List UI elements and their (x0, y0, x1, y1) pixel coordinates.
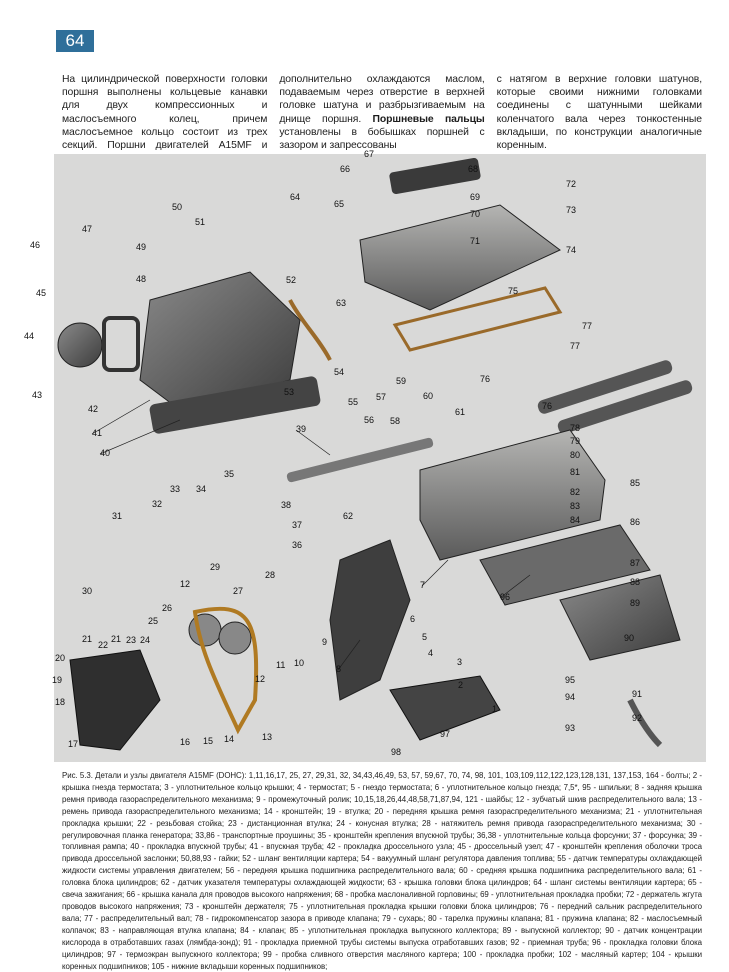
part-callout-19: 19 (52, 675, 63, 685)
part-callout-84: 84 (570, 515, 581, 525)
part-callout-62: 62 (343, 511, 354, 521)
part-callout-90: 90 (624, 633, 635, 643)
part-callout-86: 86 (630, 517, 641, 527)
part-callout-24: 24 (140, 635, 151, 645)
throttle-gasket (104, 318, 138, 370)
part-callout-96: 96 (500, 592, 511, 602)
wire-cover (389, 157, 481, 194)
part-callout-44: 44 (24, 331, 35, 341)
part-callout-94: 94 (565, 692, 576, 702)
part-callout-9: 9 (322, 637, 328, 647)
part-callout-38: 38 (281, 500, 292, 510)
part-callout-32: 32 (152, 499, 163, 509)
part-callout-74: 74 (566, 245, 577, 255)
part-callout-88: 88 (630, 577, 641, 587)
text-column-3: с натягом в верхние головки шатунов, которые своими нижними головками соединены с шатунными шейками коленчатого вала через тонкостенные вкладыши, по конструкции аналогичные коренным. (496, 74, 702, 152)
part-callout-6: 6 (410, 614, 416, 624)
text-column-2 (279, 73, 484, 153)
part-callout-11: 11 (276, 660, 286, 670)
camshaft-pulley-2 (219, 622, 251, 654)
part-callout-26: 26 (162, 603, 173, 613)
part-callout-77: 77 (582, 321, 593, 331)
part-callout-51: 51 (195, 217, 206, 227)
part-callout-83: 83 (570, 501, 581, 511)
part-callout-63: 63 (336, 298, 347, 308)
part-callout-87: 87 (630, 558, 641, 568)
part-callout-41: 41 (92, 428, 103, 438)
text-column-1: На цилиндрической поверхности головки поршня выполнены кольцевые канавки для двух компрессионных и маслосъемного колец, причем маслосъемное кольцо состоит из трех секций. Поршни двигателей A15MF и (62, 74, 268, 152)
page-number: 64 (56, 30, 94, 52)
part-callout-76: 76 (480, 374, 491, 384)
figure-caption: Рис. 5.3. Детали и узлы двигателя A15MF (DOHC): 1,11,16,17, 25, 27, 29,31, 32, 34,43,46,49, 53, 57, 59,67, 70, 74, 98, 101, 103,109,112,122,123,128,131, 137,153, 164 - болты; 2 - крышка гнезда термостата; 3 - уплотнительное кольцо крышки; 4 - термостат; 5 - гнездо термостата; 6 - уплотнительное кольцо гнезда; 7,5*, 95 - шпильки; 8 - задняя крышка ремня привода газораспределительного механизма; 9 - промежуточный ролик; 10,15,18,26,44,48,58,71,87,94, 121 - шайбы; 12 - зубчатый шкив распределительного вала; 13 - ремень привода газораспределительного механизма; 14 - кронштейн; 19 - втулка; 20 - передняя крышка ремня газораспределительного механизма; 21 - уплотнительная прокладка крышки; 22 - резьбовая стойка; 23 - дистанционная втулка; 24 - конусная втулка; 28 - натяжитель ремня привода газораспределительного механизма; 30 - регулировочная планка генератора; 33,86 - транспортные проушины; 35 - кронштейн крепления впускной трубы; 36,38 - уплотнительные кольца форсунки; 37 - форсунка; 39 - топливная рампа; 40 - прокладка впускной трубы; 41 - впускная труба; 42 - прокладка дроссельного узла; 45 - дроссельный узел; 47 - кронштейн крепления оболочки троса привода дроссельной заслонки; 50,88,93 - гайки; 52 - шланг вентиляции картера; 54 - вакуумный шланг регулятора давления топлива; 55 - датчик температуры охлаждающей жидкости системы управления двигателем; 56 - передняя крышка подшипника распределительного вала; 60 - средняя крышка подшипника распределительного вала; 61 - головка блока цилиндров; 62 - датчик указателя температуры охлаждающей жидкости; 63 - крышка головки блока цилиндров; 64 - шланг системы вентиляции картера; 65 - свеча зажигания; 66 - крышка канала для проводов высокого напряжения; 68 - пробка маслоналивной горловины; 69 - уплотнительная прокладка пробки; 72 - держатель жгута проводов высокого напряжения; 73 - кронштейн держателя; 75 - уплотнительная прокладка крышки головки блока цилиндров; 76 - передний сальник распределительного вала; 77 - распределительный вал; 78 - гидрокомпенсатор зазора в приводе клапана; 79 - сухарь; 80 - тарелка пружины клапана; 81 - пружина клапана; 82 - маслосъемный колпачок; 83 - направляющая втулка клапана; 84 - клапан; 85 - уплотнительная прокладка выпускного коллектора; 89 - выпускной коллектор; 90 - датчик концентрации кислорода в отработавших газах (лямбда-зонд); 91 - прокладка приемной трубы системы выпуска отработавших газов; 92 - приемная труба; 96 - прокладка головки блока цилиндров; 97 - термоэкран выпускного коллектора; 99 - пробка сливного отверстия масляного картера; 100 - прокладка пробки; 102 - масляный картер; 104 - крышки коренных подшипников; 105 - нижние вкладыши коренных подшипников; (62, 771, 702, 971)
part-callout-72: 72 (566, 179, 577, 189)
part-callout-25: 25 (148, 616, 159, 626)
part-callout-3: 3 (457, 657, 463, 667)
part-callout-76: 76 (542, 401, 553, 411)
part-callout-91: 91 (632, 689, 643, 699)
part-callout-16: 16 (180, 737, 191, 747)
parts-layer (58, 157, 694, 750)
part-callout-54: 54 (334, 367, 345, 377)
part-callout-79: 79 (570, 436, 581, 446)
part-callout-33: 33 (170, 484, 181, 494)
part-callout-34: 34 (196, 484, 207, 494)
part-callout-27: 27 (233, 586, 244, 596)
part-callout-17: 17 (68, 739, 79, 749)
part-callout-42: 42 (88, 404, 99, 414)
part-callout-13: 13 (262, 732, 273, 742)
part-callout-66: 66 (340, 164, 351, 174)
part-callout-7: 7 (420, 580, 426, 590)
front-timing-cover (70, 650, 160, 750)
part-callout-78: 78 (570, 423, 581, 433)
part-callout-8: 8 (336, 664, 342, 674)
part-callout-47: 47 (82, 224, 93, 234)
part-callout-93: 93 (565, 723, 576, 733)
part-callout-85: 85 (630, 478, 641, 488)
part-callout-31: 31 (112, 511, 123, 521)
part-callout-36: 36 (292, 540, 303, 550)
part-callout-1: 1 (492, 704, 498, 714)
part-callout-60: 60 (423, 391, 434, 401)
text-column-2-body: дополнительно охлаждаются маслом, подаваемым через отверстие в верхней головке шатуна и разбрызгиваемым на днище поршня. (279, 74, 485, 125)
part-callout-28: 28 (265, 570, 276, 580)
part-callout-20: 20 (55, 653, 66, 663)
part-callout-69: 69 (470, 192, 481, 202)
part-callout-2: 2 (458, 680, 464, 690)
part-callout-48: 48 (136, 274, 147, 284)
part-callout-57: 57 (376, 392, 387, 402)
part-callout-98: 98 (391, 747, 402, 757)
part-callout-92: 92 (632, 713, 643, 723)
part-callout-46: 46 (30, 240, 41, 250)
part-callout-12: 12 (180, 579, 191, 589)
camshaft-pulley-1 (189, 614, 221, 646)
body-text (62, 73, 702, 153)
part-callout-14: 14 (224, 734, 235, 744)
part-callout-59: 59 (396, 376, 407, 386)
part-callout-39: 39 (296, 424, 307, 434)
text-column-2-lead: Поршневые пальцы (372, 113, 485, 125)
part-callout-81: 81 (570, 467, 581, 477)
part-callout-22: 22 (98, 640, 109, 650)
part-callout-21: 21 (82, 634, 93, 644)
part-callout-18: 18 (55, 697, 66, 707)
part-callout-61: 61 (455, 407, 466, 417)
part-callout-55: 55 (348, 397, 359, 407)
part-callout-35: 35 (224, 469, 235, 479)
fuel-rail (286, 437, 434, 483)
part-callout-21: 21 (111, 634, 122, 644)
part-callout-68: 68 (468, 164, 479, 174)
part-callout-70: 70 (470, 209, 481, 219)
part-callout-5: 5 (422, 632, 428, 642)
rear-timing-cover (330, 540, 410, 700)
diagram-canvas (24, 149, 706, 762)
part-callout-30: 30 (82, 586, 93, 596)
part-callout-65: 65 (334, 199, 345, 209)
part-callout-73: 73 (566, 205, 577, 215)
part-callout-37: 37 (292, 520, 303, 530)
part-callout-75: 75 (508, 286, 519, 296)
engine-exploded-diagram (24, 149, 706, 762)
part-callout-15: 15 (203, 736, 214, 746)
part-callout-45: 45 (36, 288, 47, 298)
part-callout-89: 89 (630, 598, 641, 608)
part-callout-43: 43 (32, 390, 43, 400)
part-callout-71: 71 (470, 236, 481, 246)
part-callout-58: 58 (390, 416, 401, 426)
part-callout-4: 4 (428, 648, 434, 658)
throttle-body (58, 323, 102, 367)
part-callout-97: 97 (440, 729, 451, 739)
part-callout-10: 10 (294, 658, 305, 668)
part-callout-29: 29 (210, 562, 221, 572)
part-callout-12: 12 (255, 674, 266, 684)
text-column-2-rest: установлены в бобышках поршней с зазором и запрессованы (279, 126, 485, 152)
valve-cover (360, 205, 560, 310)
part-callout-56: 56 (364, 415, 375, 425)
part-callout-23: 23 (126, 635, 137, 645)
part-callout-64: 64 (290, 192, 301, 202)
part-callout-53: 53 (284, 387, 295, 397)
part-callout-67: 67 (364, 149, 375, 159)
part-callout-49: 49 (136, 242, 147, 252)
part-callout-77: 77 (570, 341, 581, 351)
part-callout-82: 82 (570, 487, 581, 497)
part-callout-52: 52 (286, 275, 297, 285)
part-callout-50: 50 (172, 202, 183, 212)
part-callout-95: 95 (565, 675, 576, 685)
part-callout-80: 80 (570, 450, 581, 460)
part-callout-40: 40 (100, 448, 111, 458)
